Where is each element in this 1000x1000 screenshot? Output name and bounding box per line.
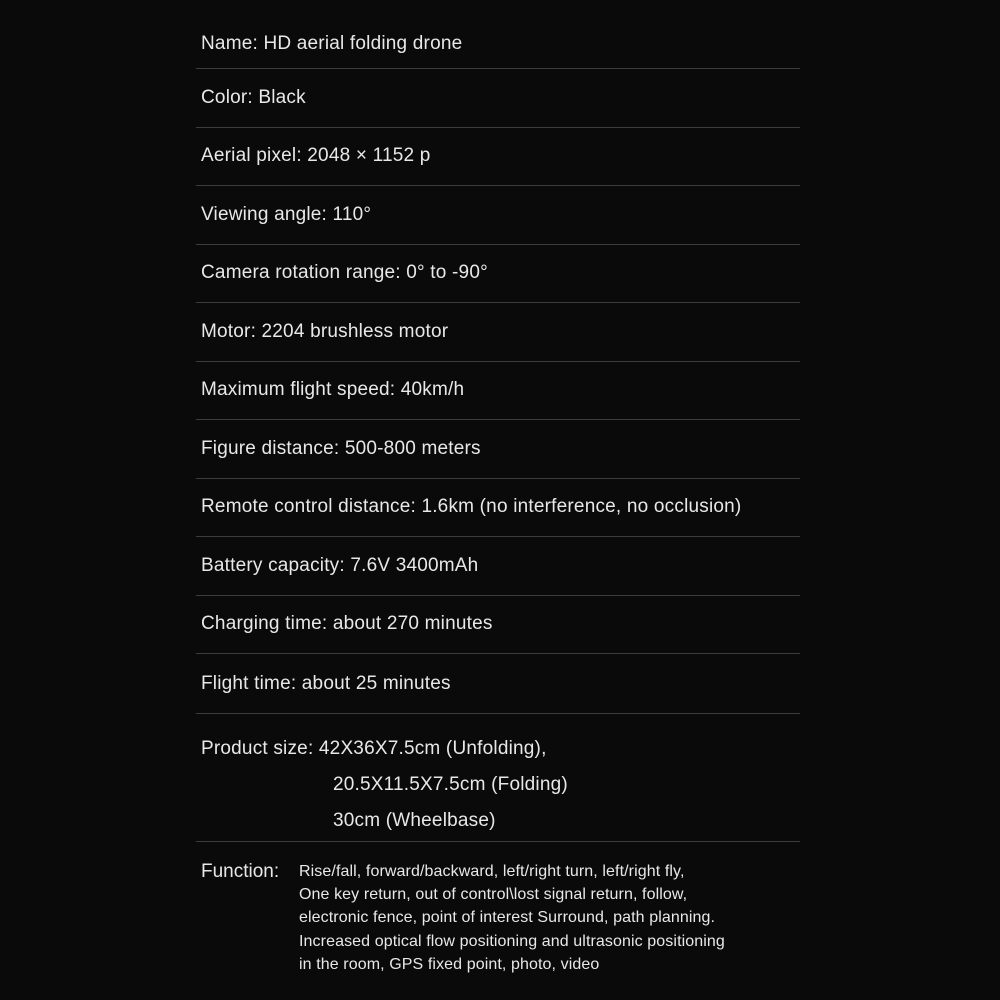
spec-function-line: Rise/fall, forward/backward, left/right turn, left/right fly, [299, 863, 685, 880]
spec-row-max-speed [196, 362, 800, 421]
spec-row-function [196, 842, 800, 976]
spec-row-charging-time [196, 596, 800, 655]
spec-motor: Motor: 2204 brushless motor [201, 320, 449, 342]
spec-row-product-size [196, 714, 800, 842]
spec-product-size-wheelbase: 30cm (Wheelbase) [333, 810, 496, 831]
spec-function-line: in the room, GPS fixed point, photo, video [299, 955, 600, 973]
spec-name: Name: HD aerial folding drone [201, 33, 463, 54]
spec-row-color [196, 69, 800, 128]
spec-color: Color: Black [201, 86, 306, 108]
spec-remote-distance: Remote control distance: 1.6km (no interference, no occlusion) [201, 496, 742, 518]
spec-figure-distance: Figure distance: 500-800 meters [201, 437, 481, 459]
spec-function-line: Increased optical flow positioning and ultrasonic positioning [299, 932, 725, 950]
spec-row-figure-distance [196, 420, 800, 479]
spec-function-line: One key return, out of control\lost signal return, follow, [299, 886, 688, 904]
spec-max-speed: Maximum flight speed: 40km/h [201, 379, 465, 401]
spec-battery: Battery capacity: 7.6V 3400mAh [201, 554, 479, 576]
spec-row-motor [196, 303, 800, 362]
spec-function-label: Function: [201, 861, 280, 882]
spec-row-camera-rotation [196, 245, 800, 304]
spec-charging-time: Charging time: about 270 minutes [201, 613, 493, 635]
spec-row-name [196, 0, 800, 69]
spec-product-size-unfolding: Product size: 42X36X7.5cm (Unfolding), [201, 738, 547, 759]
spec-function-text [299, 860, 725, 976]
spec-row-viewing-angle [196, 186, 800, 245]
spec-camera-rotation: Camera rotation range: 0° to -90° [201, 262, 488, 284]
spec-flight-time: Flight time: about 25 minutes [201, 672, 451, 694]
spec-row-battery [196, 537, 800, 596]
spec-list [196, 0, 800, 976]
spec-row-flight-time [196, 654, 800, 714]
spec-row-aerial-pixel [196, 128, 800, 187]
spec-aerial-pixel: Aerial pixel: 2048 × 1152 p [201, 145, 431, 167]
spec-function-line: electronic fence, point of interest Surround, path planning. [299, 909, 716, 927]
spec-row-remote-distance [196, 479, 800, 538]
spec-product-size-folding: 20.5X11.5X7.5cm (Folding) [333, 774, 568, 795]
spec-viewing-angle: Viewing angle: 110° [201, 203, 372, 225]
